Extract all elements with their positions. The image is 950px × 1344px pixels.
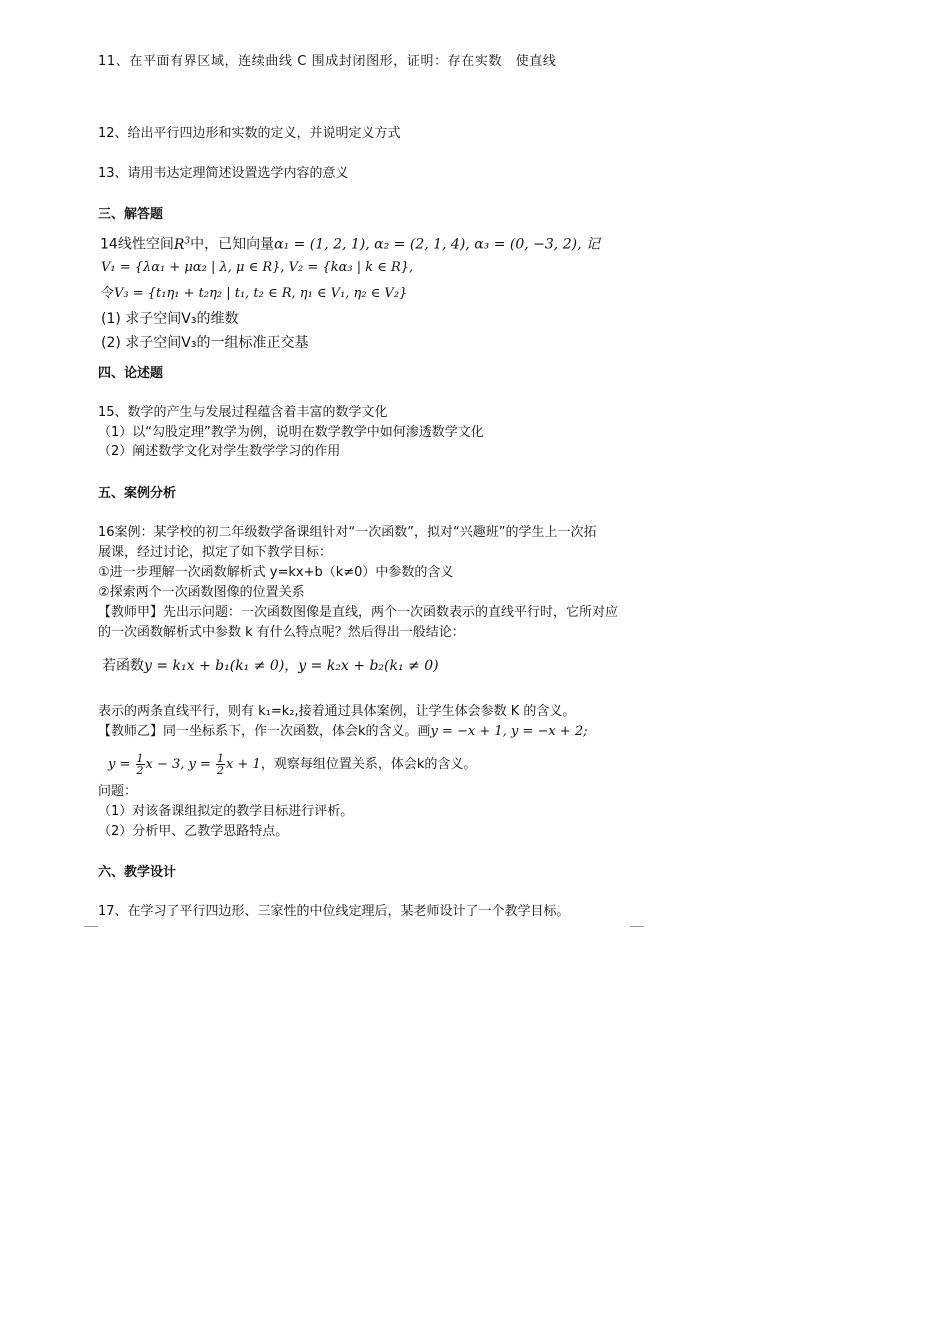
subspace-v3-formula: V₃ = {t₁η₁ + t₂η₂ | t₁, t₂ ∈ R, η₁ ∈ V₁, η₂ ∈ V₂} bbox=[114, 286, 408, 301]
parallel-conclusion: 表示的两条直线平行，则有 k₁=k₂,接着通过具体案例，让学生体会参数 K 的含义。 bbox=[98, 704, 576, 719]
function-pair-formula: y = k₁x + b₁(k₁ ≠ 0)，y = k₂x + b₂(k₁ ≠ 0) bbox=[144, 658, 439, 674]
if-function-label: 若函数 bbox=[102, 658, 144, 674]
teaching-goal-2: ②探索两个一次函数图像的位置关系 bbox=[98, 585, 305, 600]
page-corner-mark-left bbox=[84, 926, 98, 927]
teacher-yi-line-2 bbox=[108, 748, 476, 782]
question-13: 13、请用韦达定理简述设置选学内容的意义 bbox=[98, 166, 349, 181]
teacher-jia-line-1: 【教师甲】先出示问题：一次函数图像是直线，两个一次函数表示的直线平行时，它所对应 bbox=[98, 605, 619, 620]
question-16-line-1: 16案例：某学校的初二年级数学备课组针对“一次函数”，拟对“兴趣班”的学生上一次拓 bbox=[98, 525, 597, 540]
half-functions-formula: y = $\frac{1}{2}$ x − 3, y = $\frac{1}{2}$ x + 1 bbox=[108, 752, 261, 777]
subspace-v3 bbox=[101, 285, 407, 303]
teaching-goal-1: ①进一步理解一次函数解析式 y=kx+b（k≠0）中参数的含义 bbox=[98, 565, 454, 580]
let-label: 令 bbox=[101, 286, 115, 301]
fraction-one-half-a: $\frac{1}{2}$ bbox=[136, 752, 144, 777]
question-15: 15、数学的产生与发展过程蕴含着丰富的数学文化 bbox=[98, 405, 388, 420]
subspace-v1-v2: V₁ = {λα₁ + μα₂ | λ, μ ∈ R}, V₂ = {kα₃ | k ∈ R}, bbox=[101, 260, 414, 275]
space-r3: $R^3$ bbox=[173, 236, 191, 253]
question-14-intro bbox=[100, 232, 600, 254]
question-14-part-1: (1) 求子空间V₃的维数 bbox=[101, 311, 239, 327]
section-heading-6: 六、教学设计 bbox=[98, 865, 177, 880]
teacher-yi-line-1 bbox=[98, 723, 587, 741]
question-15-part-2: （2）阐述数学文化对学生数学学习的作用 bbox=[98, 444, 341, 459]
page-corner-mark-right bbox=[630, 926, 644, 927]
question-12: 12、给出平行四边形和实数的定义，并说明定义方式 bbox=[98, 126, 401, 141]
question-11: 11、在平面有界区域，连续曲线 C 围成封闭图形，证明：存在实数 使直线 bbox=[98, 54, 557, 69]
teacher-yi-observe: ，观察每组位置关系，体会k的含义。 bbox=[260, 757, 477, 772]
question-14-part-2: (2) 求子空间V₃的一组标准正交基 bbox=[101, 335, 309, 351]
teacher-jia-line-2: 的一次函数解析式中参数 k 有什么特点呢？然后得出一般结论： bbox=[98, 625, 465, 640]
fraction-one-half-b: $\frac{1}{2}$ bbox=[217, 752, 225, 777]
teacher-yi-functions: y = −x + 1, y = −x + 2; bbox=[430, 724, 588, 739]
question-14-label: 14线性空间 bbox=[100, 236, 174, 253]
questions-label: 问题： bbox=[98, 784, 138, 799]
question-16-line-2: 展课，经过讨论，拟定了如下教学目标： bbox=[98, 545, 333, 560]
question-16-part-2: （2）分析甲、乙教学思路特点。 bbox=[98, 824, 289, 839]
question-15-part-1: （1）以“勾股定理”教学为例，说明在数学教学中如何渗透数学文化 bbox=[98, 425, 484, 440]
section-heading-4: 四、论述题 bbox=[98, 366, 164, 381]
question-14-known: 中，已知向量 bbox=[190, 236, 275, 253]
question-16-part-1: （1）对该备课组拟定的教学目标进行评析。 bbox=[98, 804, 354, 819]
question-17: 17、在学习了平行四边形、三家性的中位线定理后，某老师设计了一个教学目标。 bbox=[98, 904, 570, 919]
vectors-formula: α₁ = (1, 2, 1), α₂ = (2, 1, 4), α₃ = (0, −3, 2), 记 bbox=[274, 236, 600, 253]
function-condition bbox=[102, 657, 439, 675]
section-heading-5: 五、案例分析 bbox=[98, 486, 177, 501]
section-heading-3: 三、解答题 bbox=[98, 207, 164, 222]
teacher-yi-text: 【教师乙】同一坐标系下，作一次函数，体会k的含义。画 bbox=[98, 724, 431, 739]
